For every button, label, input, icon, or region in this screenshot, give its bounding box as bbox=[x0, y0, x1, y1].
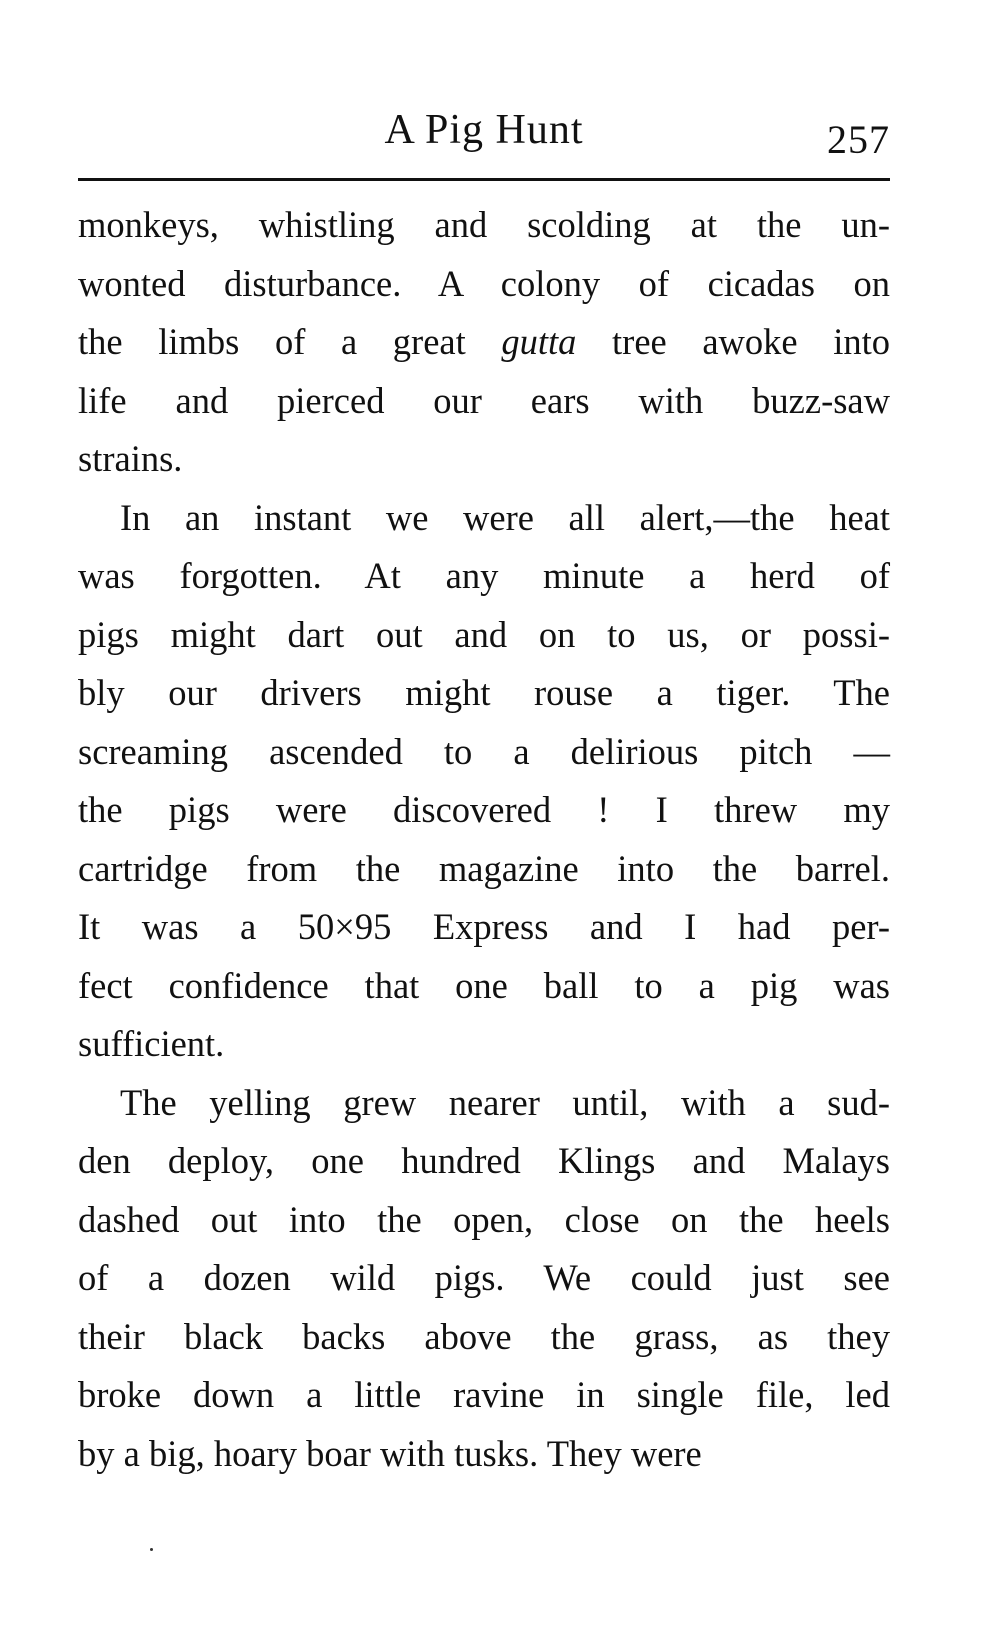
text-line: by a big, hoary boar with tusks. They were bbox=[78, 1432, 702, 1474]
text-line: screaming ascended to a delirious pitch — bbox=[78, 730, 890, 772]
text-line: The yelling grew nearer until, with a sud- bbox=[120, 1081, 890, 1123]
text-line: fect confidence that one ball to a pig was bbox=[78, 964, 890, 1006]
text-line: cartridge from the magazine into the barrel. bbox=[78, 847, 890, 889]
running-title: A Pig Hunt bbox=[384, 107, 584, 153]
paragraph bbox=[78, 1074, 890, 1484]
paragraph bbox=[78, 196, 890, 489]
print-speck bbox=[150, 1548, 153, 1551]
text-line: den deploy, one hundred Klings and Malays bbox=[78, 1140, 890, 1181]
text-line: their black backs above the grass, as they bbox=[78, 1315, 890, 1357]
text-line: monkeys, whistling and scolding at the un- bbox=[78, 204, 890, 245]
text-line: dashed out into the open, close on the heels bbox=[78, 1198, 890, 1240]
text-line: It was a 50×95 Express and I had per- bbox=[78, 906, 890, 947]
text-line: wonted disturbance. A colony of cicadas on bbox=[78, 262, 890, 304]
text-line: was forgotten. At any minute a herd of bbox=[78, 555, 890, 596]
text-line: broke down a little ravine in single file, led bbox=[78, 1374, 890, 1415]
text-line: pigs might dart out and on to us, or possi- bbox=[78, 613, 890, 655]
text-line: In an instant we were all alert,—the heat bbox=[120, 496, 890, 538]
text-run: tree awoke into bbox=[576, 321, 890, 362]
text-line: sufficient. bbox=[78, 1023, 225, 1064]
header-rule bbox=[78, 178, 890, 181]
text-line: bly our drivers might rouse a tiger. The bbox=[78, 672, 890, 713]
body-text bbox=[78, 196, 890, 1483]
running-head bbox=[78, 100, 890, 164]
text-line: the pigs were discovered ! I threw my bbox=[78, 789, 890, 830]
page-number: 257 bbox=[827, 117, 890, 162]
text-line: life and pierced our ears with buzz-saw bbox=[78, 379, 890, 421]
paragraph bbox=[78, 489, 890, 1074]
italic-word: gutta bbox=[501, 321, 577, 362]
text-line bbox=[78, 313, 890, 372]
text-run: the limbs of a great bbox=[78, 321, 502, 362]
text-line: strains. bbox=[78, 438, 183, 479]
text-line: of a dozen wild pigs. We could just see bbox=[78, 1257, 890, 1298]
